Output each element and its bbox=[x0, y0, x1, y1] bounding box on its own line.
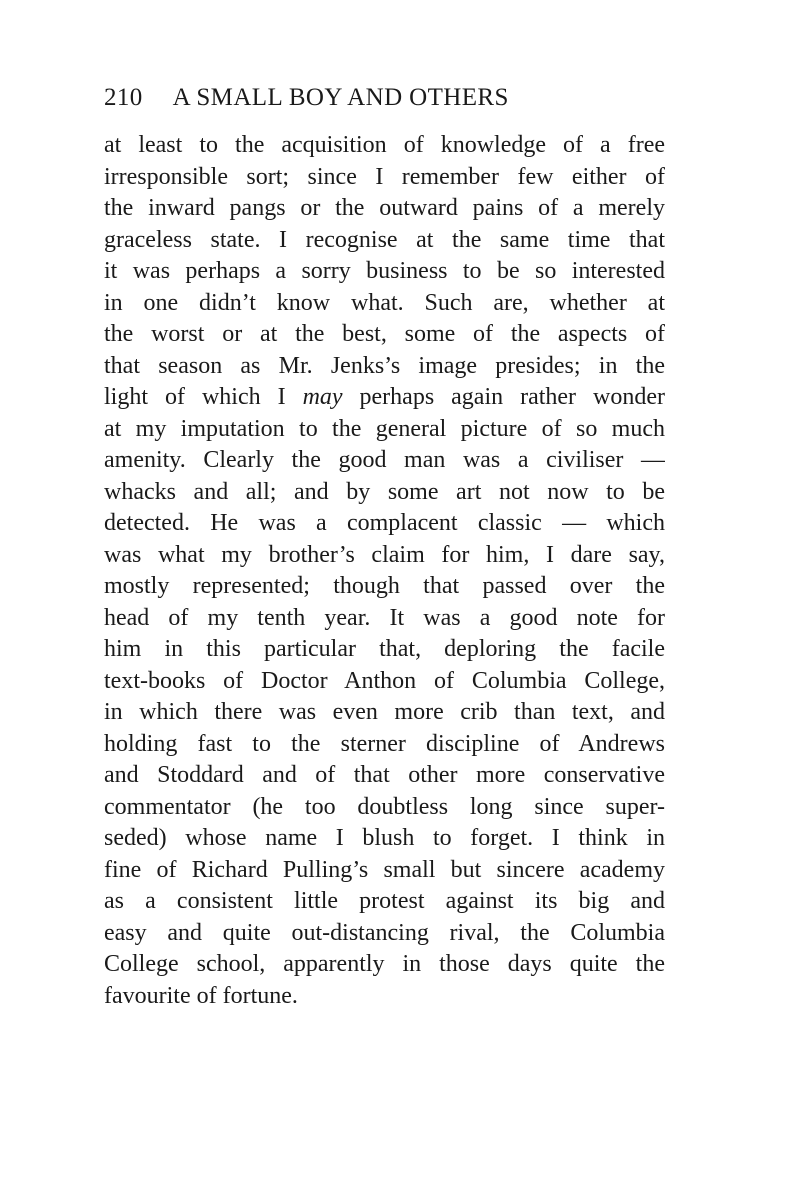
text-line: it was perhaps a sorry business to be so interested bbox=[104, 258, 665, 284]
text-line: detected. He was a complacent classic — which bbox=[104, 510, 665, 536]
text-line: as a consistent little protest against its big and bbox=[104, 888, 665, 914]
text-line: commentator (he too doubtless long since super- bbox=[104, 793, 665, 820]
text-line: and Stoddard and of that other more conservative bbox=[104, 762, 665, 788]
text-line: seded) whose name I blush to forget. I think in bbox=[104, 825, 665, 851]
text-line: at least to the acquisition of knowledge of a free bbox=[104, 132, 665, 158]
text-line: mostly represented; though that passed over the bbox=[104, 573, 665, 599]
body-text bbox=[104, 130, 665, 1012]
text-line: College school, apparently in those days quite the bbox=[104, 951, 665, 977]
text-line: in which there was even more crib than text, and bbox=[104, 699, 665, 725]
text-line bbox=[104, 382, 665, 414]
text-line: text-books of Doctor Anthon of Columbia College, bbox=[104, 667, 665, 694]
text-line: easy and quite out-distancing rival, the Columbia bbox=[104, 919, 665, 946]
text-line: the worst or at the best, some of the aspects of bbox=[104, 321, 665, 347]
text-line: in one didn’t know what. Such are, whether at bbox=[104, 289, 665, 316]
text-line: that season as Mr. Jenks’s image presides; in the bbox=[104, 352, 665, 379]
italic-emphasis: may bbox=[302, 384, 343, 410]
text-line: head of my tenth year. It was a good note for bbox=[104, 604, 665, 631]
text-line: holding fast to the sterner discipline of Andrews bbox=[104, 730, 665, 757]
book-title: A SMALL BOY AND OTHERS bbox=[172, 84, 509, 111]
text-line: was what my brother’s claim for him, I dare say, bbox=[104, 541, 665, 568]
text-segment: light of which I bbox=[104, 384, 303, 410]
text-line: graceless state. I recognise at the same time that bbox=[104, 226, 665, 253]
text-line: him in this particular that, deploring the facile bbox=[104, 636, 665, 662]
text-line: the inward pangs or the outward pains of a merely bbox=[104, 195, 665, 221]
page-number: 210 bbox=[104, 84, 143, 111]
running-head bbox=[104, 80, 664, 116]
text-line: irresponsible sort; since I remember few either of bbox=[104, 163, 665, 190]
text-line: fine of Richard Pulling’s small but sincere academy bbox=[104, 856, 665, 883]
text-line: favourite of fortune. bbox=[104, 982, 298, 1009]
text-line: amenity. Clearly the good man was a civiliser — bbox=[104, 447, 665, 473]
text-segment: perhaps again rather wonder bbox=[342, 384, 665, 410]
text-line: at my imputation to the general picture of so much bbox=[104, 415, 665, 442]
text-line: whacks and all; and by some art not now to be bbox=[104, 478, 665, 505]
